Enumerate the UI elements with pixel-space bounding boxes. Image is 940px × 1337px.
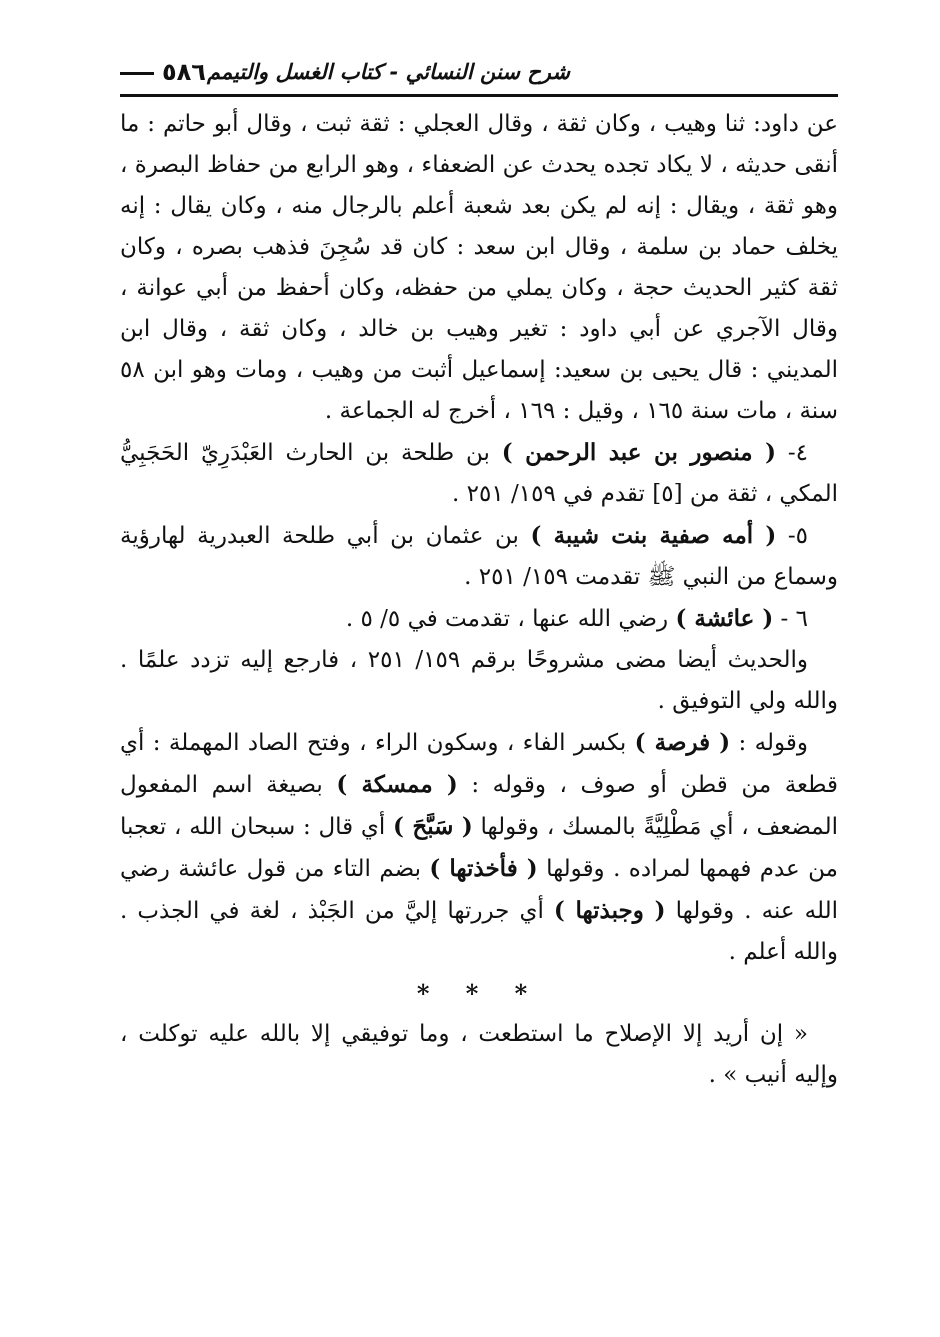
vocab-text: بصيغة اسم المفعول المضعف ، أي مَطْلِيَّةً بالمسك ، وقولها bbox=[120, 772, 838, 840]
entry-text: رضي الله عنها ، تقدمت في ٥/ ٥ . bbox=[345, 606, 676, 632]
section-separator: * * * bbox=[416, 979, 542, 1008]
vocab-term: ( فرصة ) bbox=[634, 729, 731, 756]
page-header bbox=[120, 58, 838, 98]
narrator-name: ( عائشة ) bbox=[675, 605, 774, 632]
page-number: ٥٨٦ bbox=[120, 58, 206, 86]
vocab-text: بكسر الفاء ، وسكون الراء ، وفتح الصاد المهملة : أي قطعة من قطن أو صوف ، وقوله : bbox=[120, 730, 838, 798]
closing-quote: « إن أريد إلا الإصلاح ما استطعت ، وما توفيقي إلا بالله عليه توكلت ، وإليه أنيب » . bbox=[120, 1021, 838, 1088]
page-body bbox=[120, 104, 838, 1096]
vocab-term: ( سَبَّحَ ) bbox=[393, 813, 473, 840]
vocabulary-paragraph bbox=[120, 722, 838, 973]
vocab-text: أي قال : سبحان الله ، تعجبا من عدم فهمها لمراده . وقولها bbox=[120, 814, 839, 882]
narrator-entry-6 bbox=[120, 598, 838, 640]
narrator-bio-paragraph: عن داود: ثنا وهيب ، وكان ثقة ، وقال العجلي : ثقة ثبت ، وقال أبو حاتم : ما أنقى حديثه ، لا يكاد تجده يحدث عن الضعفاء ، وهو الرابع من حفاظ البصرة ، وهو ثقة ، ويقال : إنه لم يكن بعد شعبة أعلم بالرجال منه ، وكان يقال : إنه يخلف حماد بن سلمة ، وقال ابن سعد : كان قد سُجِنَ فذهب بصره ، وكان ثقة كثير الحديث حجة ، وكان يملي من حفظه، وكان أحفظ من أبي عوانة ، وقال الآجري عن أبي داود : تغير وهيب بن خالد ، وكان ثقة ، وقال ابن المديني : قال يحيى بن سعيد: إسماعيل أثبت من وهيب ، ومات وهو ابن ٥٨ سنة ، مات سنة ١٦٥ ، وقيل : ١٦٩ ، أخرج له الجماعة . bbox=[120, 111, 838, 424]
entry-text: بن عثمان بن أبي طلحة العبدرية لهارؤية وسماع من النبي ﷺ تقدمت ١٥٩/ ٢٥١ . bbox=[120, 523, 838, 590]
vocab-text: وقوله : bbox=[730, 730, 808, 756]
vocab-term: ( فأخذتها ) bbox=[429, 855, 538, 882]
narrator-entry-5 bbox=[120, 515, 838, 598]
vocab-term: ( وجبذتها ) bbox=[553, 897, 666, 924]
vocab-text: بضم التاء من قول عائشة رضي الله عنه . وقولها bbox=[120, 856, 838, 924]
narrator-name: ( أمه صفية بنت شيبة ) bbox=[530, 522, 777, 549]
running-title: شرح سنن النسائي - كتاب الغسل والتيمم bbox=[207, 60, 570, 84]
header-rule bbox=[120, 94, 838, 97]
entry-number: ٤- bbox=[776, 440, 808, 466]
entry-text: بن طلحة بن الحارث العَبْدَرِيّ الحَجَبِيُّ المكي ، ثقة من [٥] تقدم في ١٥٩/ ٢٥١ . bbox=[120, 440, 838, 507]
entry-number: ٥- bbox=[776, 523, 808, 549]
cross-reference-paragraph: والحديث أيضا مضى مشروحًا برقم ١٥٩/ ٢٥١ ، فارجع إليه تزدد علمًا . والله ولي التوفيق . bbox=[120, 647, 838, 714]
entry-number: ٦ - bbox=[773, 606, 808, 632]
vocab-text: أي جررتها إليَّ من الجَبْذ ، لغة في الجذب . والله أعلم . bbox=[120, 898, 838, 965]
narrator-name: ( منصور بن عبد الرحمن ) bbox=[501, 439, 777, 466]
vocab-term: ( ممسكة ) bbox=[336, 771, 458, 798]
narrator-entry-4 bbox=[120, 432, 838, 515]
